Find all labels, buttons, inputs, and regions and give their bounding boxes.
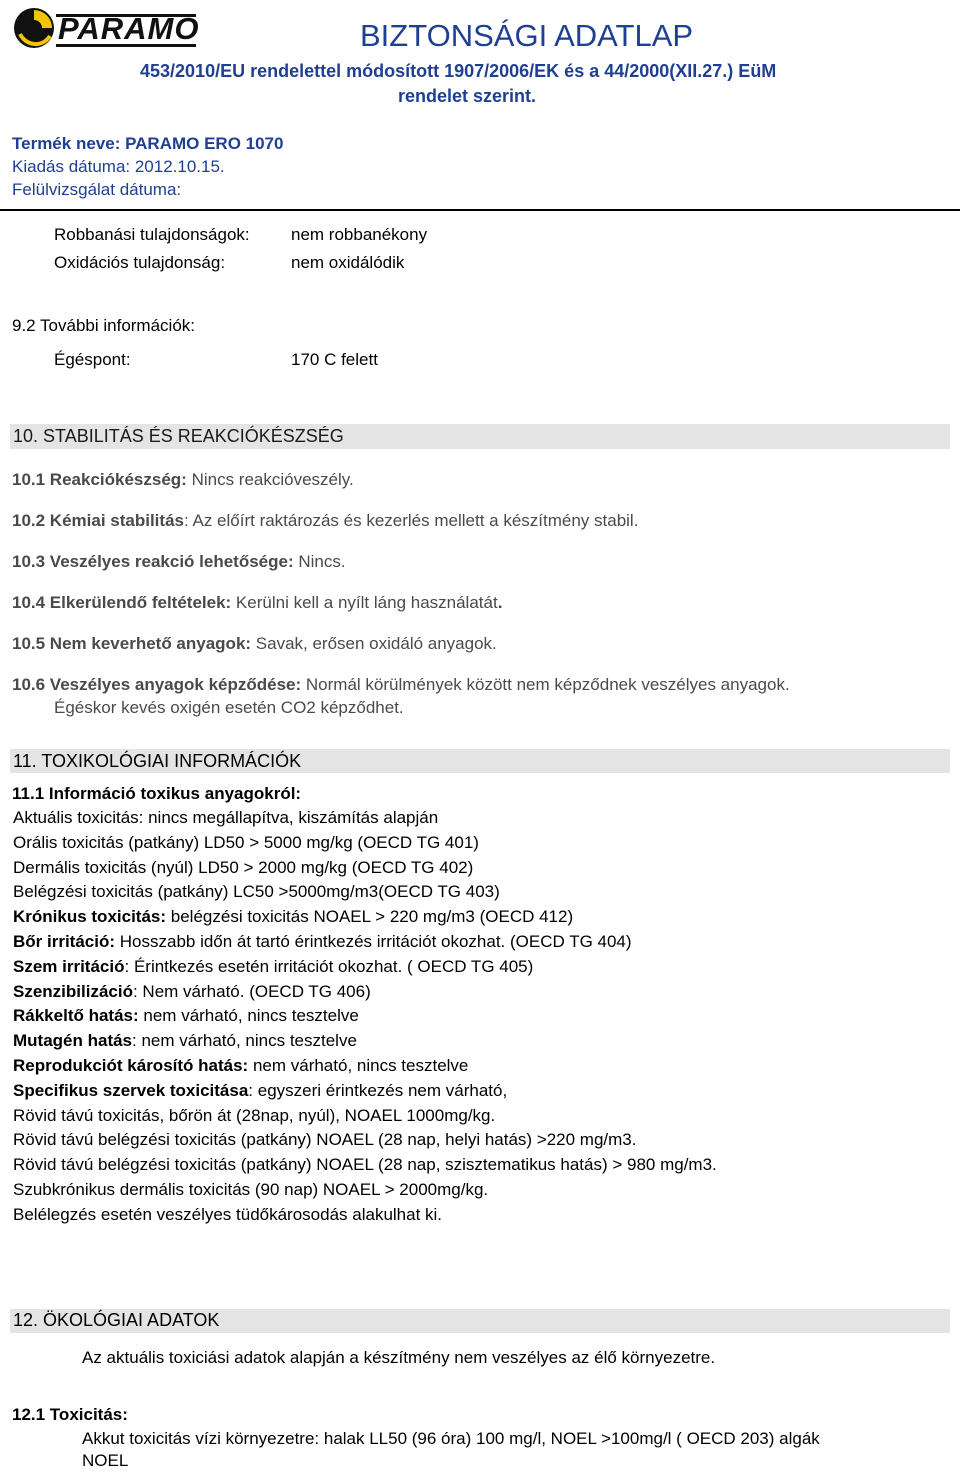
toxicity-line-text: Rövid távú belégzési toxicitás (patkány) NOAEL (28 nap, szisztematikus hatás) > 980 mg/m3. bbox=[13, 1155, 717, 1174]
toxicity-line bbox=[13, 858, 473, 878]
explosive-label: Robbanási tulajdonságok: bbox=[54, 225, 250, 244]
toxicity-line-text: belégzési toxicitás NOAEL > 220 mg/m3 (OECD 412) bbox=[166, 907, 574, 926]
ignition-label: Égéspont: bbox=[54, 350, 131, 369]
s10-line-2-text: : Az előírt raktározás és kezerlés mellett a készítmény stabil. bbox=[183, 511, 639, 530]
toxicity-line-text: Aktuális toxicitás: nincs megállapítva, kiszámítás alapján bbox=[13, 808, 439, 827]
s10-line-3 bbox=[12, 552, 346, 572]
toxicity-line-text: Dermális toxicitás (nyúl) LD50 > 2000 mg/kg (OECD TG 402) bbox=[13, 858, 474, 877]
toxicity-line bbox=[13, 907, 573, 927]
paramo-logo bbox=[12, 4, 202, 52]
oxidizing-label: Oxidációs tulajdonság: bbox=[54, 253, 226, 272]
explosive-value: nem robbanékony bbox=[291, 225, 428, 244]
regulation-line-2: rendelet szerint. bbox=[398, 86, 537, 106]
toxicity-line-head: Reprodukciót károsító hatás: bbox=[13, 1056, 249, 1075]
s10-line-4-text: Kerülni kell a nyílt láng használatát bbox=[231, 593, 498, 612]
s10-line-1-head: 10.1 Reakciókészség: bbox=[12, 470, 187, 489]
toxicity-line-text: Hosszabb időn át tartó érintkezés irritációt okozhat. (OECD TG 404) bbox=[115, 932, 632, 951]
toxicity-line bbox=[13, 882, 500, 902]
toxicity-line-text: Belélegzés esetén veszélyes tüdőkárosodás alakulhat ki. bbox=[13, 1205, 443, 1224]
toxicity-line-head: Szem irritáció bbox=[13, 957, 125, 976]
section-12-title: 12. ÖKOLÓGIAI ADATOK bbox=[13, 1310, 220, 1330]
s10-line-3-text: Nincs. bbox=[293, 552, 346, 571]
toxicity-line bbox=[13, 833, 479, 853]
s10-line-3-head: 10.3 Veszélyes reakció lehetősége: bbox=[12, 552, 294, 571]
toxicity-line-text: Belégzési toxicitás (patkány) LC50 >5000mg/m3(OECD TG 403) bbox=[13, 882, 500, 901]
header-divider bbox=[0, 209, 960, 211]
acute-toxicity-line-1: Akkut toxicitás vízi környezetre: halak LL50 (96 óra) 100 mg/l, NOEL >100mg/l ( OECD 203) algák bbox=[82, 1429, 820, 1448]
s10-line-4-head: 10.4 Elkerülendő feltételek: bbox=[12, 593, 232, 612]
logo-wordmark: PARAMO bbox=[58, 11, 200, 46]
s10-line-1 bbox=[12, 470, 354, 490]
toxicity-line bbox=[13, 1180, 488, 1200]
toxicity-line-head: Specifikus szervek toxicitása bbox=[13, 1081, 249, 1100]
toxicity-line-head: Bőr irritáció: bbox=[13, 932, 116, 951]
toxicity-line bbox=[13, 1130, 637, 1150]
toxicity-line-text: Rövid távú toxicitás, bőrön át (28nap, nyúl), NOAEL 1000mg/kg. bbox=[13, 1106, 496, 1125]
s10-line-5 bbox=[12, 634, 497, 654]
oxidizing-value: nem oxidálódik bbox=[291, 253, 405, 272]
regulation-line-1: 453/2010/EU rendelettel módosított 1907/2006/EK és a 44/2000(XII.27.) EüM bbox=[140, 61, 777, 81]
document-title: BIZTONSÁGI ADATLAP bbox=[360, 18, 694, 53]
ecology-intro: Az aktuális toxiciási adatok alapján a készítmény nem veszélyes az élő környezetre. bbox=[82, 1348, 716, 1367]
s10-line-4 bbox=[12, 593, 502, 613]
s10-line-6-continuation: Égéskor kevés oxigén esetén CO2 képződhet. bbox=[54, 698, 404, 717]
toxicity-line bbox=[13, 808, 438, 828]
revision-date: Felülvizsgálat dátuma: bbox=[12, 180, 182, 199]
toxicity-line-text: Szubkrónikus dermális toxicitás (90 nap) NOAEL > 2000mg/kg. bbox=[13, 1180, 489, 1199]
toxicity-line-text: : egyszeri érintkezés nem várható, bbox=[248, 1081, 508, 1100]
section-9-2-heading: 9.2 További információk: bbox=[12, 316, 196, 335]
toxicity-line bbox=[13, 1081, 507, 1101]
s10-line-5-text: Savak, erősen oxidáló anyagok. bbox=[251, 634, 497, 653]
toxicity-line bbox=[13, 982, 371, 1002]
ignition-value: 170 C felett bbox=[291, 350, 378, 369]
toxicity-line bbox=[13, 1056, 468, 1076]
s10-line-6 bbox=[12, 675, 790, 695]
acute-toxicity-line-2: NOEL bbox=[82, 1451, 129, 1470]
s10-line-2 bbox=[12, 511, 638, 531]
toxicity-line-text: : Érintkezés esetén irritációt okozhat. ( OECD TG 405) bbox=[124, 957, 534, 976]
toxicity-line-text: nem várható, nincs tesztelve bbox=[138, 1006, 359, 1025]
toxicity-line-text: : nem várható, nincs tesztelve bbox=[132, 1031, 357, 1050]
toxicity-line-text: : Nem várható. (OECD TG 406) bbox=[132, 982, 371, 1001]
issue-date: Kiadás dátuma: 2012.10.15. bbox=[12, 157, 225, 176]
toxicity-line bbox=[13, 1155, 717, 1175]
toxicity-line bbox=[13, 1205, 442, 1225]
section-12-1-heading: 12.1 Toxicitás: bbox=[12, 1405, 128, 1424]
toxicity-line-head: Rákkeltő hatás: bbox=[13, 1006, 139, 1025]
s10-line-1-text: Nincs reakcióveszély. bbox=[186, 470, 354, 489]
toxicity-line-text: nem várható, nincs tesztelve bbox=[248, 1056, 469, 1075]
s10-line-5-head: 10.5 Nem keverhető anyagok: bbox=[12, 634, 252, 653]
toxicity-line-text: Orális toxicitás (patkány) LD50 > 5000 mg/kg (OECD TG 401) bbox=[13, 833, 479, 852]
toxicity-line bbox=[13, 932, 632, 952]
s10-line-2-head: 10.2 Kémiai stabilitás bbox=[12, 511, 184, 530]
section-10-title: 10. STABILITÁS ÉS REAKCIÓKÉSZSÉG bbox=[13, 426, 344, 446]
toxicity-line bbox=[13, 1031, 357, 1051]
s10-line-4-end: . bbox=[497, 593, 503, 612]
section-11-1-heading: 11.1 Információ toxikus anyagokról: bbox=[12, 784, 302, 803]
toxicity-line-text: Rövid távú belégzési toxicitás (patkány) NOAEL (28 nap, helyi hatás) >220 mg/m3. bbox=[13, 1130, 637, 1149]
s10-line-6-head: 10.6 Veszélyes anyagok képződése: bbox=[12, 675, 302, 694]
s10-line-6-text: Normál körülmények között nem képződnek veszélyes anyagok. bbox=[301, 675, 790, 694]
toxicity-line bbox=[13, 1006, 359, 1026]
toxicity-line-head: Szenzibilizáció bbox=[13, 982, 133, 1001]
product-name: Termék neve: PARAMO ERO 1070 bbox=[12, 134, 284, 153]
toxicity-line-head: Mutagén hatás bbox=[13, 1031, 133, 1050]
section-11-title: 11. TOXIKOLÓGIAI INFORMÁCIÓK bbox=[13, 751, 302, 771]
toxicity-line bbox=[13, 1106, 495, 1126]
toxicity-line bbox=[13, 957, 533, 977]
toxicity-line-head: Krónikus toxicitás: bbox=[13, 907, 167, 926]
